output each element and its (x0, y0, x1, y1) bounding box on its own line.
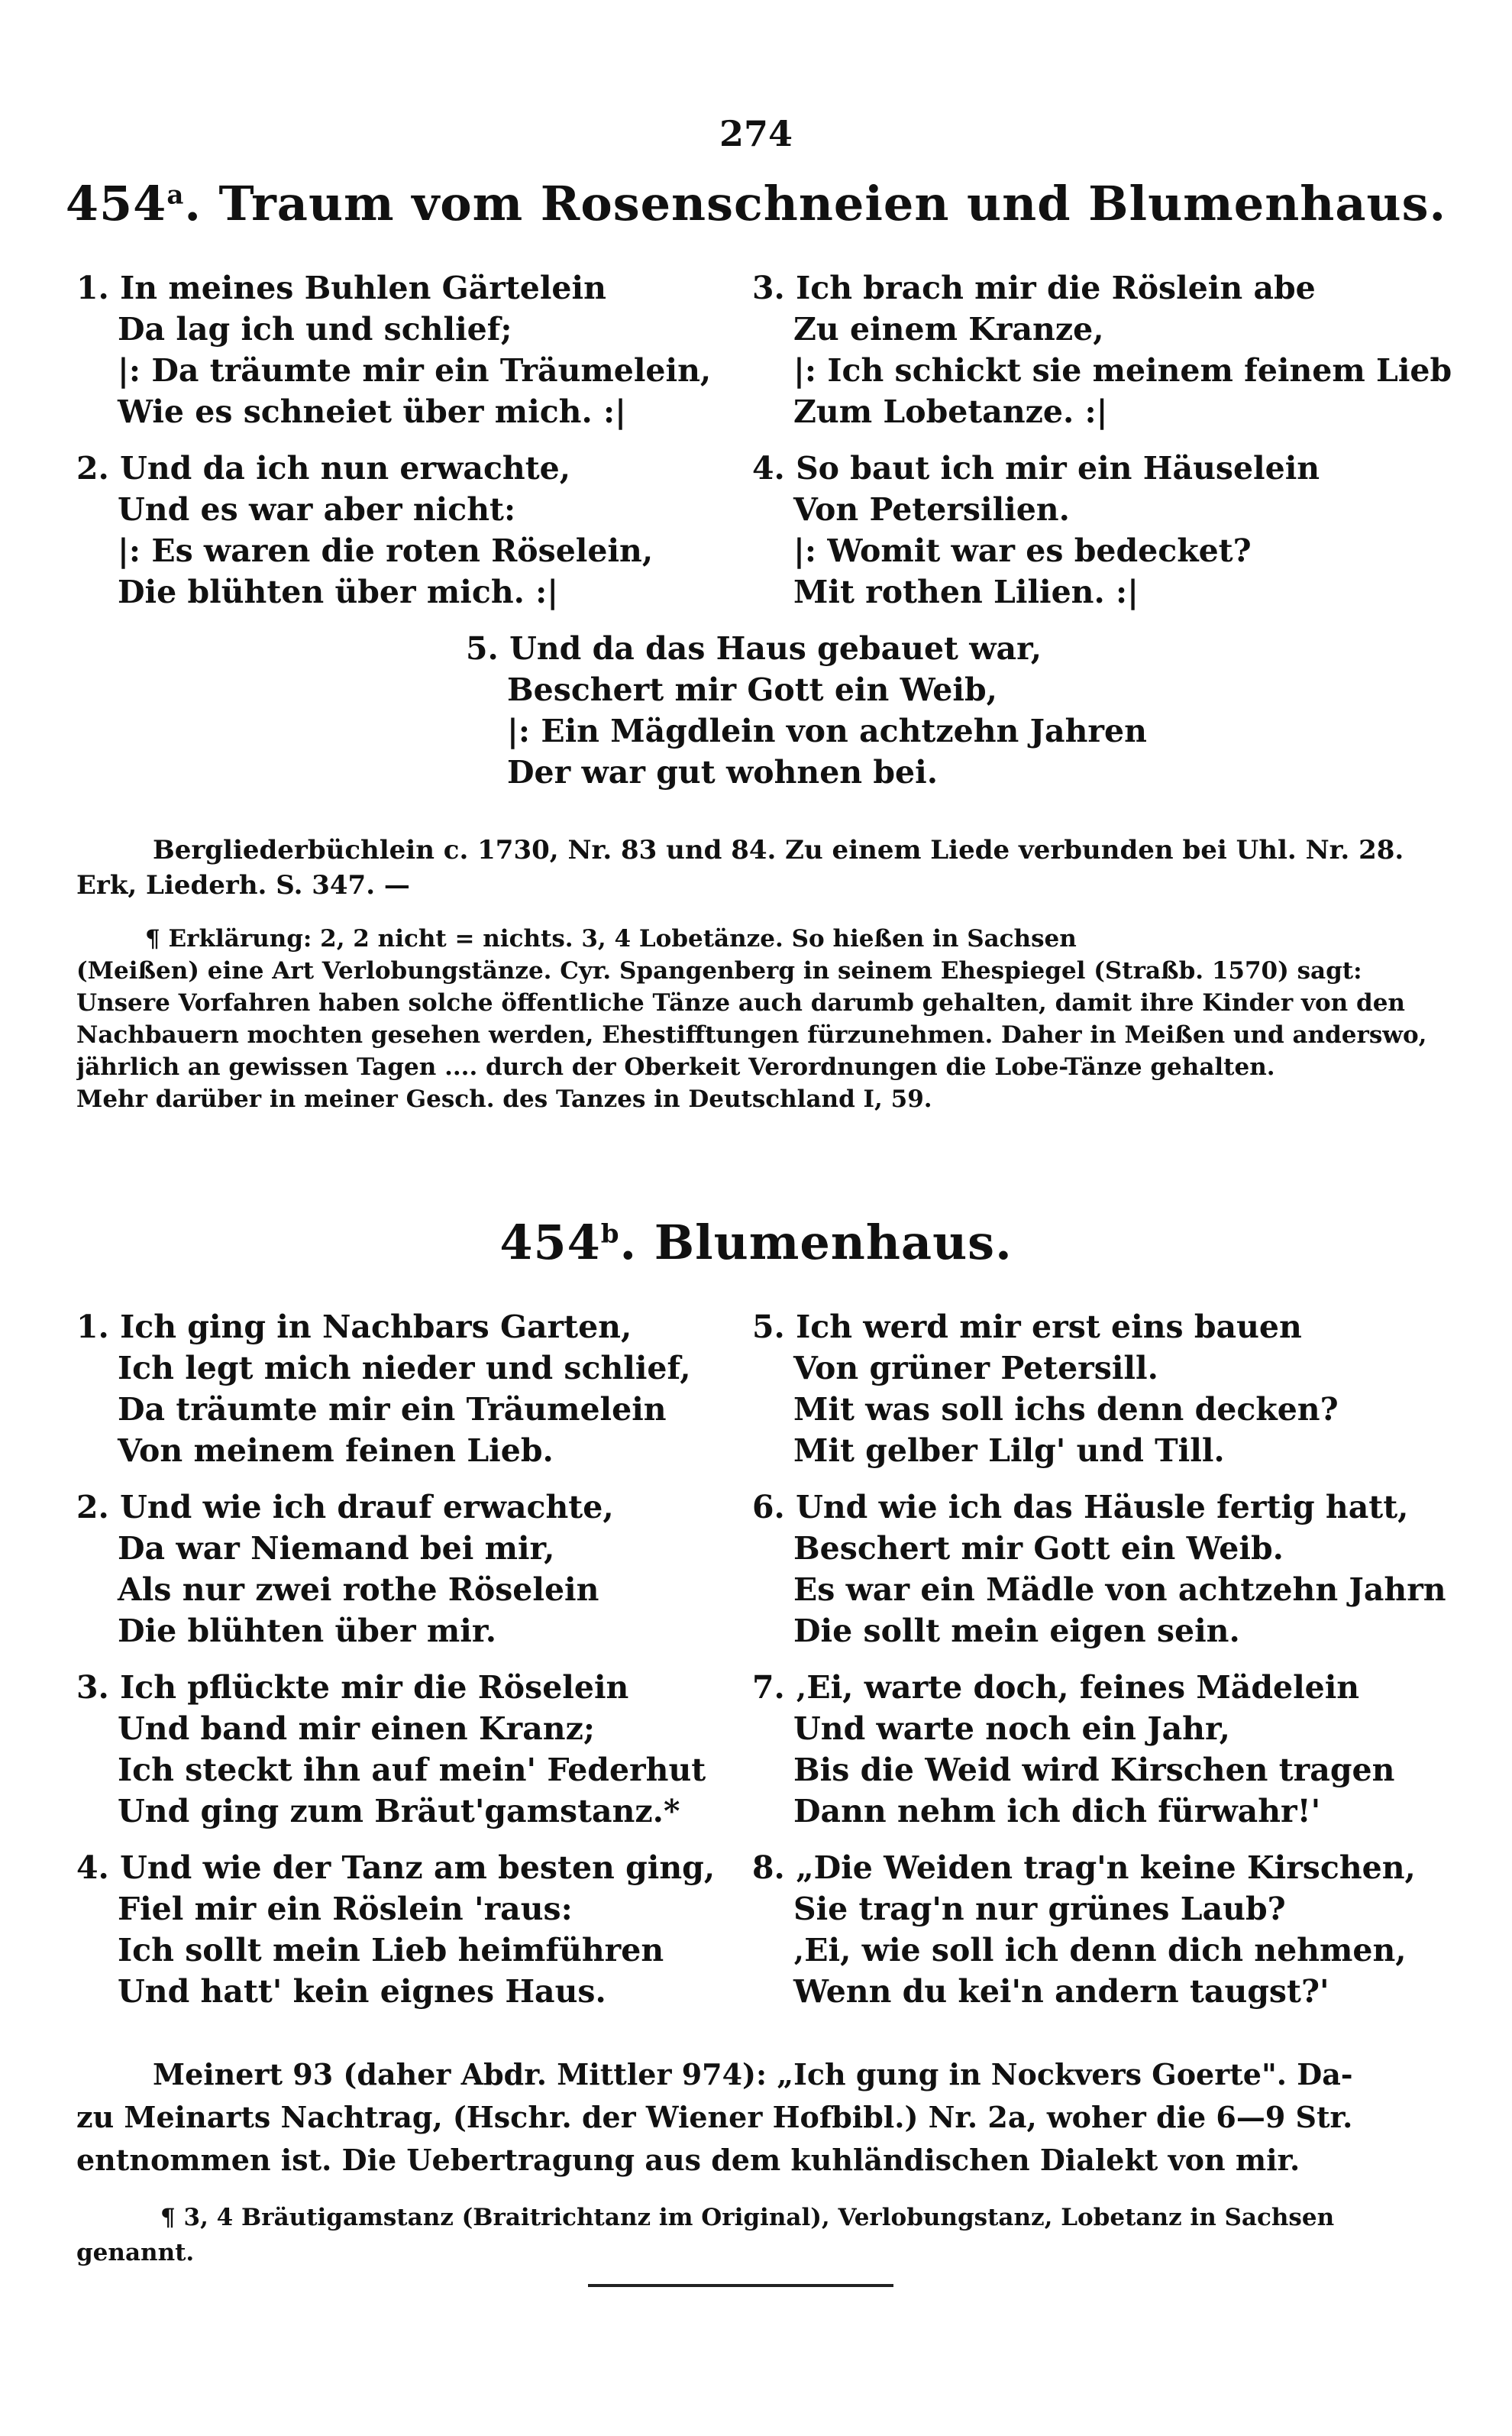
song-title-454a: 454$^a$. Traum vom Rosenschneien und Blumenhaus. (65, 176, 1447, 231)
verse-line: 8. „Die Weiden trag'n keine Kirschen, (752, 1849, 1416, 1886)
verse-line: Und band mir einen Kranz; (118, 1710, 595, 1747)
stanza-a-3 (752, 267, 1452, 432)
verse-line: 3. Ich pflückte mir die Röselein (76, 1669, 629, 1706)
stanza-b-5 (752, 1306, 1339, 1471)
stanza-b-1 (76, 1306, 691, 1471)
song-number: 454 (65, 176, 167, 231)
note-line: Nachbauern mochten gesehen werden, Ehestifftungen fürzunehmen. Daher in Meißen und anderswo, (76, 1021, 1427, 1049)
note-line: ¶ 3, 4 Bräutigamstanz (Braitrichtanz im Original), Verlobungstanz, Lobetanz in Sachsen (160, 2204, 1335, 2231)
stanza-b-3 (76, 1667, 706, 1832)
verse-line: Und warte noch ein Jahr, (793, 1710, 1230, 1747)
verse-line: 4. So baut ich mir ein Häuselein (752, 450, 1320, 487)
verse-line: |: Ich schickt sie meinem feinem Lieb (793, 352, 1452, 389)
verse-line: Als nur zwei rothe Röselein (118, 1571, 599, 1608)
stanza-a-5 (466, 628, 1147, 793)
verse-line: 1. Ich ging in Nachbars Garten, (76, 1309, 632, 1345)
verse-line: Und hatt' kein eignes Haus. (118, 1973, 606, 2010)
stanza-a-2 (76, 448, 653, 613)
song-number-suffix: a (166, 180, 185, 211)
page-number: 274 (719, 113, 793, 154)
verse-line: Da lag ich und schlief; (118, 311, 512, 348)
verse-line: 1. In meines Buhlen Gärtelein (76, 270, 606, 306)
verse-line: Ich steckt ihn auf mein' Federhut (118, 1752, 706, 1788)
verse-line: 7. ‚Ei, warte doch, feines Mädelein (752, 1669, 1360, 1706)
song-number: 454 (499, 1215, 601, 1270)
verse-line: 5. Und da das Haus gebauet war, (466, 630, 1042, 667)
song-title-454b: 454$^b$. Blumenhaus. (499, 1215, 1013, 1270)
verse-line: |: Es waren die roten Röselein, (118, 532, 654, 569)
stanza-a-4 (752, 448, 1320, 613)
verse-line: 2. Und wie ich drauf erwachte, (76, 1489, 614, 1525)
note-line: (Meißen) eine Art Verlobungstänze. Cyr. Spangenberg in seinem Ehespiegel (Straßb. 1570) sagt: (76, 957, 1362, 985)
verse-line: Beschert mir Gott ein Weib, (507, 671, 997, 708)
verse-line: Die sollt mein eigen sein. (793, 1613, 1240, 1649)
verse-line: Zum Lobetanze. :| (793, 393, 1108, 430)
note-line: Mehr darüber in meiner Gesch. des Tanzes in Deutschland I, 59. (76, 1085, 932, 1113)
verse-line: 2. Und da ich nun erwachte, (76, 450, 571, 487)
verse-line: |: Ein Mägdlein von achtzehn Jahren (507, 713, 1147, 749)
verse-line: Fiel mir ein Röslein 'raus: (118, 1891, 573, 1927)
stanza-b-7 (752, 1667, 1394, 1832)
verse-line: Da war Niemand bei mir, (118, 1530, 555, 1567)
verse-line: Mit rothen Lilien. :| (793, 574, 1139, 610)
source-line: zu Meinarts Nachtrag, (Hschr. der Wiener Hofbibl.) Nr. 2a, woher die 6—9 Str. (76, 2100, 1353, 2134)
stanza-b-8 (752, 1847, 1416, 2012)
verse-line: Da träumte mir ein Träumelein (118, 1391, 667, 1428)
verse-line: Wenn du kei'n andern taugst?' (793, 1973, 1329, 2010)
verse-line: 4. Und wie der Tanz am besten ging, (76, 1849, 716, 1886)
verse-line: Die blühten über mich. :| (118, 574, 559, 610)
source-line: entnommen ist. Die Uebertragung aus dem kuhländischen Dialekt von mir. (76, 2143, 1300, 2177)
verse-line: Ich sollt mein Lieb heimführen (118, 1932, 664, 1969)
closing-rule (588, 2284, 893, 2287)
stanza-b-6 (752, 1487, 1446, 1651)
verse-line: Ich legt mich nieder und schlief, (118, 1350, 691, 1386)
verse-line: Von Petersilien. (793, 491, 1070, 528)
song-number-suffix: b (600, 1218, 620, 1250)
source-reference-a (76, 833, 1436, 903)
note-line: jährlich an gewissen Tagen .... durch der Oberkeit Verordnungen die Lobe-Tänze gehalten. (76, 1053, 1275, 1081)
stanza-b-4 (76, 1847, 715, 2012)
verse-line: |: Womit war es bedecket? (793, 532, 1252, 569)
verse-line: Bis die Weid wird Kirschen tragen (793, 1752, 1395, 1788)
verse-line: Von meinem feinen Lieb. (118, 1432, 554, 1469)
verse-line: 6. Und wie ich das Häusle fertig hatt, (752, 1489, 1409, 1525)
note-line: ¶ Erklärung: 2, 2 nicht = nichts. 3, 4 Lobetänze. So hießen in Sachsen (145, 925, 1077, 953)
stanza-b-2 (76, 1487, 614, 1651)
song-heading: Traum vom Rosenschneien und Blumenhaus. (218, 176, 1447, 231)
verse-line: Zu einem Kranze, (793, 311, 1104, 348)
verse-line: Wie es schneiet über mich. :| (118, 393, 627, 430)
song-heading: Blumenhaus. (654, 1215, 1013, 1270)
source-line: Bergliederbüchlein c. 1730, Nr. 83 und 84. Zu einem Liede verbunden bei Uhl. Nr. 28. (153, 835, 1404, 865)
verse-line: |: Da träumte mir ein Träumelein, (118, 352, 712, 389)
verse-line: Der war gut wohnen bei. (507, 754, 938, 791)
note-line: genannt. (76, 2239, 195, 2266)
verse-line: Und ging zum Bräut'gamstanz.* (118, 1793, 680, 1829)
source-line: Meinert 93 (daher Abdr. Mittler 974): „Ich gung in Nockvers Goerte". Da- (153, 2057, 1353, 2091)
verse-line: Die blühten über mir. (118, 1613, 496, 1649)
stanza-a-1 (76, 267, 711, 432)
verse-line: ‚Ei, wie soll ich denn dich nehmen, (793, 1932, 1407, 1969)
source-reference-b (76, 2053, 1451, 2182)
verse-line: Mit was soll ichs denn decken? (793, 1391, 1339, 1428)
source-line: Erk, Liederh. S. 347. — (76, 870, 410, 901)
verse-line: 5. Ich werd mir erst eins bauen (752, 1309, 1302, 1345)
footnote-b (76, 2200, 1451, 2270)
verse-line: Mit gelber Lilg' und Till. (793, 1432, 1225, 1469)
note-line: Unsere Vorfahren haben solche öffentliche Tänze auch darumb gehalten, damit ihre Kinder von den (76, 989, 1405, 1017)
verse-line: 3. Ich brach mir die Röslein abe (752, 270, 1316, 306)
verse-line: Es war ein Mädle von achtzehn Jahrn (793, 1571, 1446, 1608)
verse-line: Von grüner Petersill. (793, 1350, 1158, 1386)
verse-line: Sie trag'n nur grünes Laub? (793, 1891, 1286, 1927)
verse-line: Beschert mir Gott ein Weib. (793, 1530, 1284, 1567)
verse-line: Und es war aber nicht: (118, 491, 516, 528)
explanation-note-a (76, 923, 1451, 1115)
verse-line: Dann nehm ich dich fürwahr!' (793, 1793, 1321, 1829)
